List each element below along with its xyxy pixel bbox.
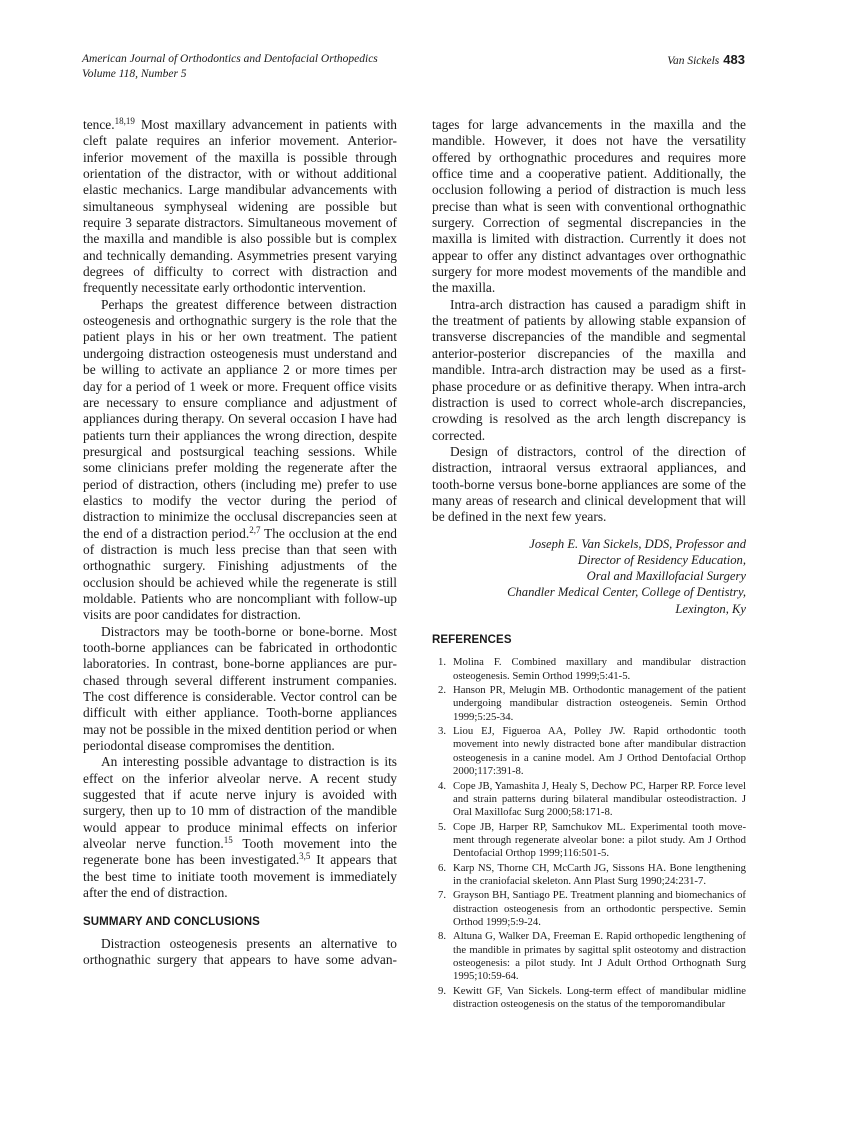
body-paragraph: Design of distractors, control of the direction of distraction, intraoral versus extraoral appliances, and tooth-borne versus bone-borne appliances are some of the many areas of research and clinical development that will be defined in the next few years. xyxy=(432,443,746,525)
summary-paragraph: Distraction osteogenesis presents an alternative to orthognathic surgery that appears to have some advan- xyxy=(83,935,397,968)
text-segment: The occlusion at the end of distraction is much less precise than that seen with orthognathic surgery. Finishing adjustments of the occlusion should be achieved while the regenerate is still moldable. Patients who are noncompliant with follow-up visits are poor candidates for distraction. xyxy=(83,525,397,623)
reference-text: Cope JB, Harper RP, Samchukov ML. Experimental tooth movement through regenerate alveolar bone: a pilot study. Am J Orthod Dentofacial Orthop 1999;116:501-5. xyxy=(453,820,746,860)
body-paragraph: Intra-arch distraction has caused a paradigm shift in the treatment of patients by allowing stable expansion of transverse discrepancies of the mandible and segmental anterior-posterior discrepancies of the maxilla and mandible. Intra-arch distraction may be used as a first-phase procedure or as definitive therapy. When intra-arch distraction is used to correct whole-arch discrepancies, crowding is resolved as the arch length discrepancy is corrected. xyxy=(432,296,746,443)
body-paragraph xyxy=(83,624,397,755)
reference-item xyxy=(432,780,746,820)
reference-number: 6. xyxy=(438,861,447,874)
body-paragraph xyxy=(83,117,397,297)
text-segment: It appears that the best time to initiate tooth movement is immediately after the end of distraction. xyxy=(83,852,397,901)
reference-item xyxy=(432,930,746,983)
running-header-right xyxy=(667,52,745,69)
reference-text: Hanson PR, Melugin MB. Orthodontic management of the patient undergoing mandibular distraction osteogeneis. Semin Orthod 1999;5:25-34. xyxy=(453,684,746,723)
reference-item xyxy=(432,656,746,683)
references-list xyxy=(432,656,746,1011)
text-segment: An interesting possible advantage to distraction is its effect on the inferior alveolar nerve. A recent study suggested that if acute nerve injury is avoided with surgery, then up to 10 mm of distraction of the mandible would appear to produce minimal effects on inferior alveolar nerve function. xyxy=(83,754,397,852)
running-header-left xyxy=(82,52,378,82)
reference-item xyxy=(432,821,746,861)
body-paragraph xyxy=(83,297,397,624)
reference-number: 3. xyxy=(438,725,447,738)
text-segment: Distractors may be tooth-borne or bone-borne. Most tooth-borne appliances can be fabricated in orthodontic laboratories. In contrast, bone-borne appliances are purchased through several different instrument companies. The cost difference is considerable. Vector control can be difficult with either appliance. Tooth-borne appliances may not be possible in the mixed dentition period or when periodontal disease compromises the dentition. xyxy=(83,623,397,754)
reference-text: Cope JB, Yamashita J, Healy S, Dechow PC, Harper RP. Force level and strain patterns during bilateral mandibular osteodistraction. J Oral Maxillofac Surg 2000;58:171-8. xyxy=(453,779,746,819)
signature-line: Chandler Medical Center, College of Dentistry, xyxy=(507,585,746,600)
reference-text: Liou EJ, Figueroa AA, Polley JW. Rapid orthodontic tooth movement into newly distracted bone after mandibular distraction osteogenesis in a canine model. Am J Orthod Dentofacial Orthop 2000;117:391-8. xyxy=(453,725,746,778)
references-heading: REFERENCES xyxy=(432,634,512,647)
signature-line: Joseph E. Van Sickels, DDS, Professor and xyxy=(529,536,746,551)
body-paragraph: tages for large advancements in the maxilla and the mandible. However, it does not have the versatility offered by orthognathic procedures and requires more office time and a cooperative patient. Additionally, the occlusion following a period of distraction is much less precise than what is seen with conventional orthognathic surgery. Correction of segmental discrepancies in the maxilla is limited with distraction. Currently it does not appear to offer any distinct advantages over orthognathic surgery for more modest movements of the mandible and the maxilla. xyxy=(432,117,746,296)
citation-superscript: 2,7 xyxy=(249,524,261,535)
reference-number: 5. xyxy=(438,820,447,833)
citation-superscript: 18,19 xyxy=(114,116,135,126)
reference-text: Kewitt GF, Van Sickels. Long-term effect of mandibular midline distraction osteogenesis on the status of the temporomandibular xyxy=(453,984,746,1011)
journal-title: American Journal of Orthodontics and Dentofacial Orthopedics xyxy=(82,53,378,65)
reference-text: Altuna G, Walker DA, Freeman E. Rapid orthopedic lengthening of the mandible in primates by sagittal split osteotomy and distraction osteogenesis: a pilot study. Int J Adult Orthod Orthognath Surg 1995;10:59-64. xyxy=(453,930,746,983)
reference-number: 2. xyxy=(438,684,447,697)
reference-item xyxy=(432,985,746,1012)
citation-superscript: 3,5 xyxy=(299,851,311,862)
text-segment: tence. xyxy=(83,117,115,132)
text-segment: Tooth movement into the regenerate bone has been investigated. xyxy=(83,836,397,868)
left-body-text xyxy=(83,117,397,902)
reference-item xyxy=(432,725,746,778)
reference-item xyxy=(432,684,746,724)
citation-superscript: 15 xyxy=(223,835,233,846)
text-segment: Most maxillary advancement in patients with cleft palate requires an inferior movement. Anterior-inferior movement of the maxilla is possible through orientation of the distractor, with or without additional elastic mechanics. Large mandibular advancements with simultaneous symphyseal widening are possible but require 3 separate distractors. Simultaneous movement of the maxilla and mandible is also possible but is complex and technically demanding. Asymmetries present varying degrees of difficulty to correct with distraction and frequently necessitate early orthodontic intervention. xyxy=(83,117,397,296)
reference-text: Grayson BH, Santiago PE. Treatment planning and biomechanics of distraction osteogenesis from an orthodontic perspective. Semin Orthod 1999;5:9-24. xyxy=(453,889,746,928)
reference-number: 4. xyxy=(438,779,447,792)
reference-number: 8. xyxy=(438,930,447,943)
body-paragraph xyxy=(83,754,397,901)
reference-number: 1. xyxy=(438,656,447,669)
journal-volume: Volume 118, Number 5 xyxy=(82,68,187,80)
signature-line: Oral and Maxillofacial Surgery xyxy=(586,569,746,584)
reference-item xyxy=(432,862,746,889)
right-column xyxy=(432,117,746,1012)
text-segment: Perhaps the greatest difference between distraction osteogenesis and orthognathic surgery is the role that the patient plays in his or her own treatment. The patient undergoing distraction osteogenesis must understand and be willing to activate an appliance 2 or more times per day for a period of 1 week or more. Frequent office visits are necessary to ensure compliance and adjustment of appliances during therapy. On several occasion I have had patients turn their appliances the wrong direction, despite presurgical and postsurgical teaching sessions. While some clinicians prefer molding the regenerate after the period of distraction, others (including me) prefer to use elastics to modify the vector during the period of distraction to minimize the occlusal discrepancies seen at the end of a distraction period. xyxy=(83,296,397,541)
signature-line: Lexington, Ky xyxy=(675,601,746,616)
author-signature xyxy=(432,536,746,617)
page-number: 483 xyxy=(723,52,745,67)
summary-heading: SUMMARY AND CONCLUSIONS xyxy=(83,915,260,928)
header-author: Van Sickels xyxy=(667,55,720,67)
reference-text: Molina F. Combined maxillary and mandibular distraction osteogenesis. Semin Orthod 1999;5:41-5. xyxy=(453,656,746,682)
reference-number: 7. xyxy=(438,889,447,902)
reference-item xyxy=(432,889,746,929)
left-column xyxy=(83,117,397,969)
signature-line: Director of Residency Education, xyxy=(577,552,746,567)
reference-number: 9. xyxy=(438,984,447,997)
reference-text: Karp NS, Thorne CH, McCarth JG, Sissons HA. Bone lengthening in the craniofacial skeleton. Ann Plast Surg 1990;24:231-7. xyxy=(453,861,746,887)
